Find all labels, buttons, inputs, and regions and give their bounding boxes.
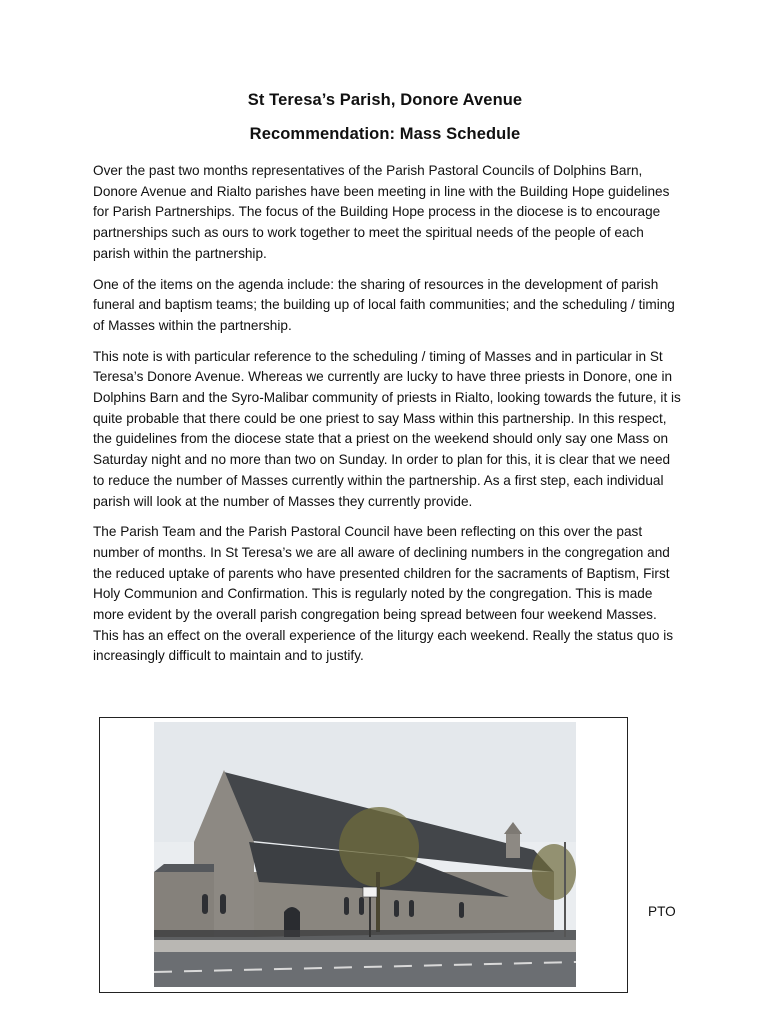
document-subtitle: Recommendation: Mass Schedule — [249, 125, 521, 143]
pto-note: PTO — [648, 904, 676, 919]
paragraph-1: Over the past two months representatives of the Parish Pastoral Councils of Dolphins Barn, Donore Avenue and Rialto parishes have been meeting in line with the Building Hope guidelines for Parish Partnerships. The focus of the Building Hope process in the diocese is to encourage partnerships such as ours to work together to meet the spiritual needs of the people of each parish within the partnership. — [93, 163, 670, 261]
paragraph-4: The Parish Team and the Parish Pastoral Council have been reflecting on this over the past number of months. In St Teresa’s we are all aware of declining numbers in the congregation and the reduced uptake of parents who have presented children for the sacraments of Baptism, First Holy Communion and Confirmation. This is regularly noted by the congregation. This is made more evident by the overall parish congregation being spread between four weekend Masses. This has an effect on the overall experience of the liturgy each weekend. Really the status quo is increasingly difficult to maintain and to justify. — [93, 524, 674, 664]
church-photo — [154, 722, 576, 987]
document-body — [93, 161, 683, 677]
paragraph-2: One of the items on the agenda include: the sharing of resources in the development of parish funeral and baptism teams; the building up of local faith communities; and the scheduling / timing of Masses within the partnership. — [93, 276, 675, 333]
document-title: St Teresa’s Parish, Donore Avenue — [247, 91, 523, 109]
paragraph-3: This note is with particular reference to the scheduling / timing of Masses and in particular in St Teresa’s Donore Avenue. Whereas we currently are lucky to have three priests in Donore, one in Dolphins Barn and the Syro-Malibar community of priests in Rialto, looking towards the future, it is quite probable that there could be one priest to say Mass within this partnership. In this respect, the guidelines from the diocese state that a priest on the weekend should only say one Mass on Saturday night and no more than two on Sunday. In order to plan for this, it is clear that we need to reduce the number of Masses currently within the partnership. As a first step, each individual parish will look at the number of Masses they currently provide. — [93, 348, 681, 509]
